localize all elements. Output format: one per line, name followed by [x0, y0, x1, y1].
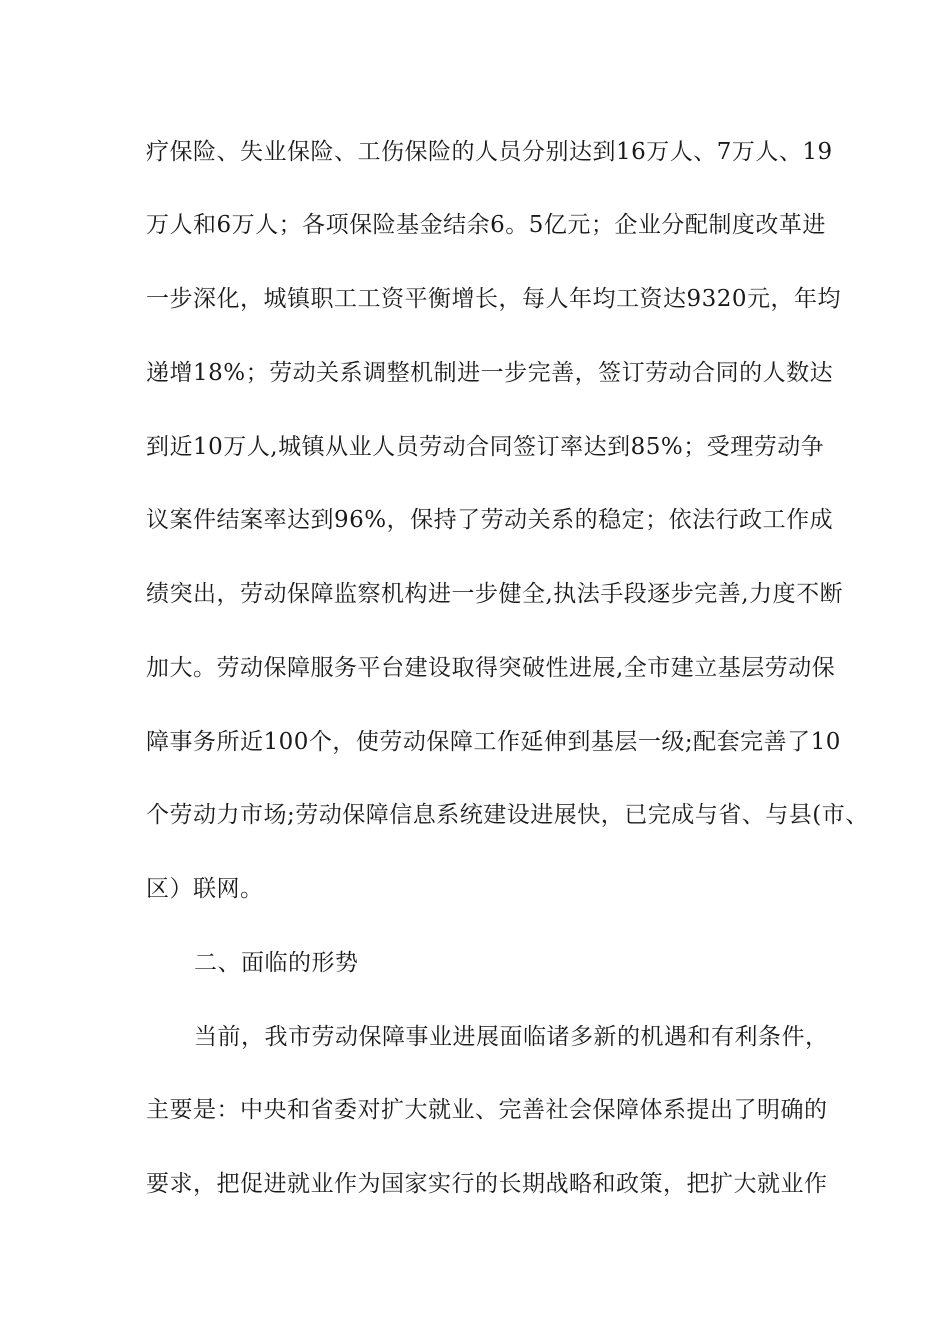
- paragraph-first-line: 当前，我市劳动保障事业进展面临诸多新的机遇和有利条件，: [194, 1024, 829, 1050]
- body-text-line: 递增18%；劳动关系调整机制进一步完善，签订劳动合同的人数达: [146, 360, 834, 386]
- body-text-line: 万人和6万人；各项保险基金结余6。5亿元；企业分配制度改革进: [146, 212, 826, 238]
- body-text-line: 主要是：中央和省委对扩大就业、完善社会保障体系提出了明确的: [146, 1097, 828, 1123]
- body-text-line: 议案件结案率达到96%，保持了劳动关系的稳定；依法行政工作成: [146, 507, 834, 533]
- body-text-line: 到近10万人,城镇从业人员劳动合同签订率达到85%；受理劳动争: [146, 434, 825, 460]
- body-text-line: 加大。劳动保障服务平台建设取得突破性进展,全市建立基层劳动保: [146, 655, 836, 681]
- body-text-line: 一步深化，城镇职工工资平衡增长，每人年均工资达9320元，年均: [146, 286, 842, 312]
- body-text-line: 要求，把促进就业作为国家实行的长期战略和政策，把扩大就业作: [146, 1171, 828, 1197]
- body-text-line: 障事务所近100个，使劳动保障工作延伸到基层一级;配套完善了10: [146, 729, 841, 755]
- body-text-line: 绩突出，劳动保障监察机构进一步健全,执法手段逐步完善,力度不断: [146, 581, 844, 607]
- body-text-line: 个劳动力市场;劳动保障信息系统建设进展快，已完成与省、与县(市、: [146, 802, 869, 828]
- body-text-line: 区）联网。: [146, 876, 264, 902]
- section-heading: 二、面临的形势: [194, 950, 359, 976]
- body-text-line: 疗保险、失业保险、工伤保险的人员分别达到16万人、7万人、19: [146, 139, 833, 165]
